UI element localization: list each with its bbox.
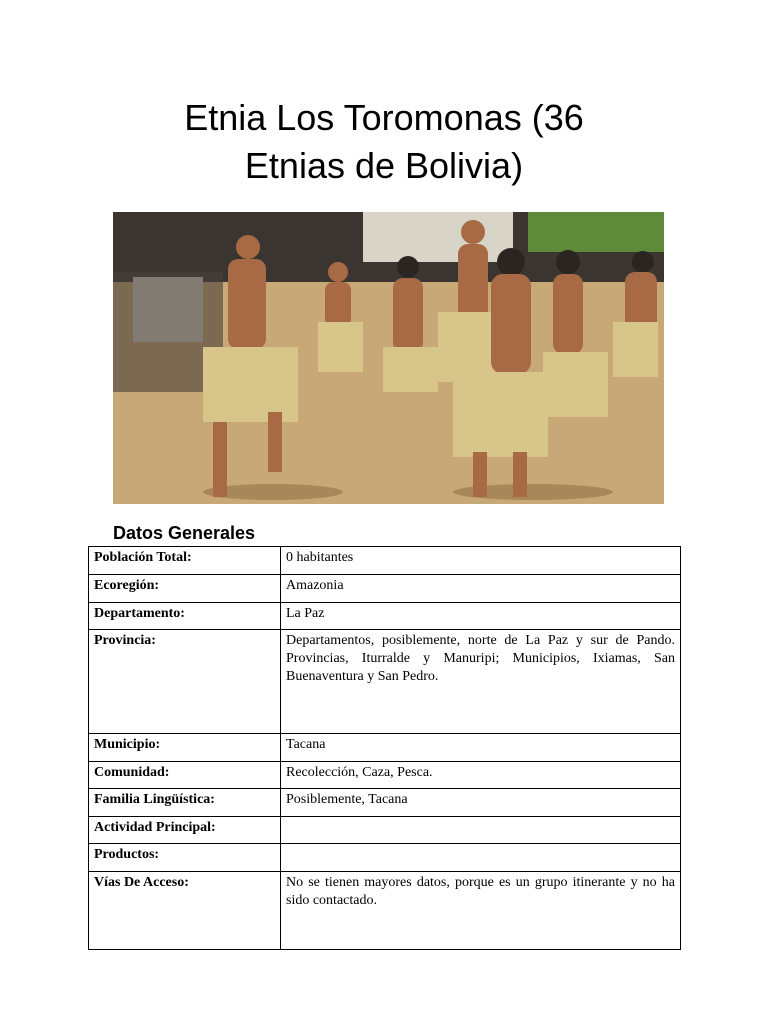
row-value: Posiblemente, Tacana	[281, 789, 681, 817]
row-label: Municipio:	[89, 734, 281, 762]
row-value	[281, 844, 681, 872]
row-value: Departamentos, posiblemente, norte de La Paz y sur de Pando. Provincias, Iturralde y Manuripi; Municipios, Ixiamas, San Buenaventura y San Pedro.	[281, 630, 681, 734]
section-heading: Datos Generales	[113, 523, 256, 543]
table-row	[89, 872, 681, 950]
row-value: Amazonia	[281, 575, 681, 603]
title-line-1: Etnia Los Toromonas (36	[184, 97, 584, 138]
row-label: Departamento:	[89, 603, 281, 630]
row-value: No se tienen mayores datos, porque es un grupo itinerante y no ha sido contactado.	[281, 872, 681, 950]
row-label: Comunidad:	[89, 762, 281, 789]
row-value: Recolección, Caza, Pesca.	[281, 762, 681, 789]
row-label: Ecoregión:	[89, 575, 281, 603]
row-value: La Paz	[281, 603, 681, 630]
row-label: Vías De Acceso:	[89, 872, 281, 950]
row-label: Provincia:	[89, 630, 281, 734]
table-row	[89, 734, 681, 762]
page-title	[100, 94, 668, 190]
row-label: Población Total:	[89, 547, 281, 575]
row-label: Productos:	[89, 844, 281, 872]
table-row	[89, 844, 681, 872]
general-data-table	[88, 546, 681, 950]
table-row	[89, 762, 681, 789]
table-row	[89, 547, 681, 575]
row-label: Familia Lingüística:	[89, 789, 281, 817]
dance-photo	[113, 212, 664, 504]
table-row	[89, 575, 681, 603]
row-value: 0 habitantes	[281, 547, 681, 575]
table-row	[89, 817, 681, 844]
table-row	[89, 603, 681, 630]
row-value	[281, 817, 681, 844]
table-row	[89, 789, 681, 817]
row-value: Tacana	[281, 734, 681, 762]
row-label: Actividad Principal:	[89, 817, 281, 844]
title-line-2: Etnias de Bolivia)	[244, 145, 524, 186]
table-row	[89, 630, 681, 734]
